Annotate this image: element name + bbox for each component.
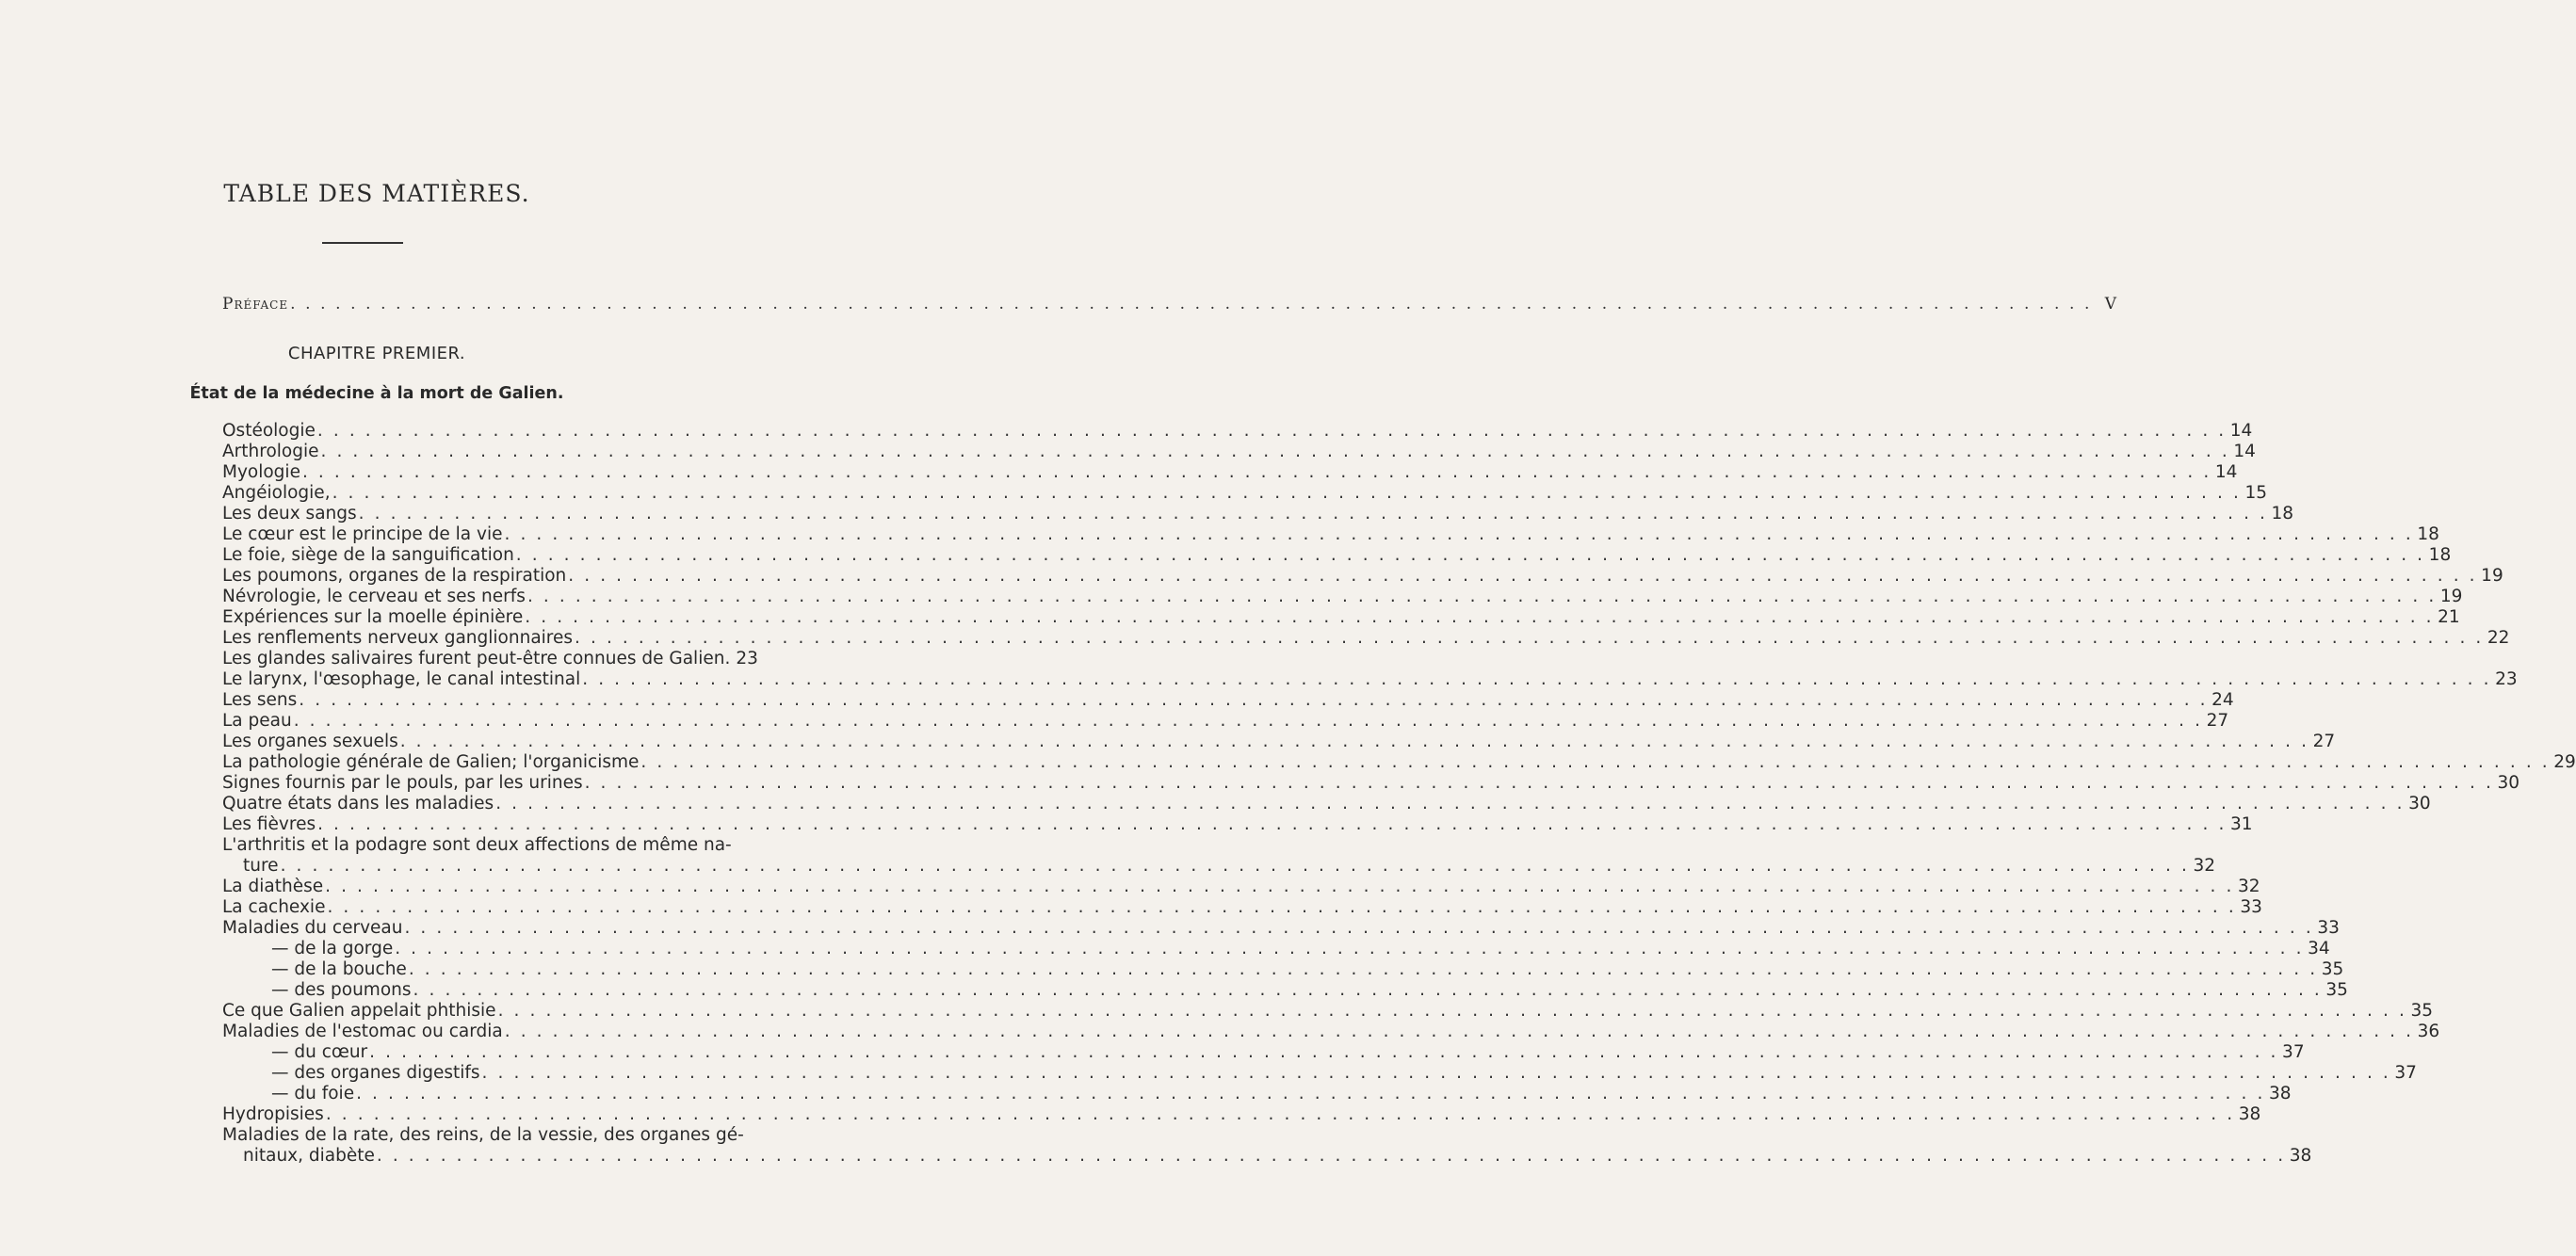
toc-entry-title: Le cœur est le principe de la vie (222, 524, 503, 544)
leader-dots: . . . . . . . . . . . . . . . . . . . . . . . . . . . . . . . . . . . . . . . . . . . . . . . . . . . . . . . . . . . . . . . . . . . . . . . . . . . . . . . . . . . . . . . . . . . . . . . . . . . . . . . . . . . . . . . . . . . . . . . . (527, 587, 2437, 606)
toc-entry (222, 587, 2463, 607)
toc-entry (222, 442, 2256, 462)
toc-entry-title: Les renflements nerveux ganglionnaires (222, 628, 574, 648)
toc-entry-title: — des poumons (271, 980, 412, 1000)
toc-entry (222, 483, 2267, 504)
toc-entry-title: Les fièvres (222, 814, 316, 834)
leader-dots: . . . . . . . . . . . . . . . . . . . . . . . . . . . . . . . . . . . . . . . . . . . . . . . . . . . . . . . . . . . . . . . . . . . . . . . . . . . . . . . . . . . . . . . . . . . . . . . . . . . . . . . . . . . . . . . . . . . . . . . . (495, 794, 2406, 813)
toc-entry (222, 897, 2262, 918)
preface-label: Préface (222, 295, 289, 314)
toc-entry (222, 669, 2518, 690)
toc-entry (222, 980, 2348, 1001)
leader-dots: . . . . . . . . . . . . . . . . . . . . . . . . . . . . . . . . . . . . . . . . . . . . . . . . . . . . . . . . . . . . . . . . . . . . . . . . . . . . . . . . . . . . . . . . . . . . . . . . . . . . . . . . . . . . . . . . . . . . . . . . (320, 442, 2230, 461)
toc-entry (222, 649, 758, 669)
toc-entry-page: 23 (2495, 669, 2518, 689)
leader-dots: . . . . . . . . . . . . . . . . . . . . . . . . . . . . . . . . . . . . . . . . . . . . . . . . . . . . . . . . . . . . . . . . . . . . . . . . . . . . . . . . . . . . . . . . . . . . . . . . . . . . . . . . . . . . . . . . . . . . . . . . (358, 504, 2268, 523)
toc-entry-page: 34 (2308, 939, 2330, 958)
toc-entry-title: Maladies du cerveau (222, 918, 403, 938)
toc-entry-page: 15 (2244, 483, 2267, 503)
toc-entry-page: 14 (2233, 442, 2256, 461)
leader-dots: . . . . . . . . . . . . . . . . . . . . . . . . . . . . . . . . . . . . . . . . . . . . . . . . . . . . . . . . . . . . . . . . . . . . . . . . . . . . . . . . . . . . . . . . . . . . . . . . . . . . . . . . . . . . . . . . . . . . . . . . (481, 1063, 2391, 1083)
leader-dots: . . . . . . . . . . . . . . . . . . . . . . . . . . . . . . . . . . . . . . . . . . . . . . . . . . . . . . . . . . . . . . . . . . . . . . . . . . . . . . . . . . . . . . . . . . . . . . . . . . . . . . . . . . . . . . . . . . . . . . . . (497, 1001, 2407, 1021)
toc-entry (222, 918, 2340, 939)
leader-dots: . . . . . . . . . . . . . . . . . . . . . . . . . . . . . . . . . . . . . . . . . . . . . . . . . . . . . . . . . . . . . . . . . . . . . . . . . . . . . . . . . . . . . . . . . . . . . . . . . . . . . . . . . . . . . . . . . . . . . . . . (504, 524, 2414, 544)
toc-entry (222, 421, 2253, 442)
toc-entry-page: 27 (2312, 732, 2336, 751)
leader-dots: . . . . . . . . . . . . . . . . . . . . . . . . . . . . . . . . . . . . . . . . . . . . . . . . . . . . . . . . . . . . . . . . . . . . . . . . . . . . . . . . . . . . . . . . . . . . . . . . . . . . . . . . . . . . . . . . . . . . . . . . (317, 814, 2227, 834)
toc-entry-page: 14 (2229, 421, 2253, 441)
chapter-heading: CHAPITRE PREMIER. (287, 344, 466, 363)
leader-dots: . . . . . . . . . . . . . . . . . . . . . . . . . . . . . . . . . . . . . . . . . . . . . . . . . . . . . . . . . . . . . . . . . . . . . . . . . . . . . . . . . . . . . . . . . . . . . . . . . . . . . . . . . . . . . . . . . . . . . . . . (640, 752, 2551, 772)
toc-entry-page: 32 (2193, 856, 2215, 876)
toc-entry (222, 628, 2510, 649)
toc-entry-page: 14 (2214, 462, 2238, 482)
leader-dots: . . . . . . . . . . . . . . . . . . . . . . . . . . . . . . . . . . . . . . . . . . . . . . . . . . . . . . . . . . . . . . . . . . . . . . . . . . . . . . . . . . . . . . . . . . . . . . . . . . . . . . . . . . . . . . . . . . . . . . . . (575, 628, 2484, 648)
toc-entry-title: — de la bouche (271, 959, 407, 979)
toc-entry-page: 30 (2408, 794, 2431, 813)
toc-entry (222, 1063, 2417, 1084)
leader-dots: . . . . . . . . . . . . . . . . . . . . . . . . . . . . . . . . . . . . . . . . . . . . . . . . . . . . . . . . . . . . . . . . . . . . . . . . . . . . . . . . . . . . . . . . . . . . . . . . . . . . . . . . . . . . . . . . . . . . . . . . (325, 1104, 2235, 1124)
toc-entry (222, 1001, 2433, 1022)
leader-dots: . . . . . . . . . . . . . . . . . . . . . . . . . . . . . . . . . . . . . . . . . . . . . . . . . . . . . . . . . . . . . . . . . . . . . . . . . . . . . . . . . . . . . . . . . . . . . . . . . . . . . . . . . . . . . . . . . . . . . . . . (568, 566, 2478, 586)
toc-entry-line (222, 835, 732, 856)
toc-entry (222, 794, 2431, 814)
toc-entry-title: Hydropisies (222, 1104, 324, 1124)
toc-entry (222, 462, 2238, 483)
leader-dots: . . . . . . . . . . . . . . . . . . . . . . . . . . . . . . . . . . . . . . . . . . . . . . . . . . . . . . . . . . . . . . . . . . . . . . . . . . . . . . . . . . . . . . . . . . . . . . . . . . . . . . . . . . . . . . . . . . . . . . . . (525, 607, 2435, 627)
preface-entry (222, 294, 2117, 314)
toc-entry-title: La diathèse (222, 877, 324, 896)
toc-entry (222, 711, 2229, 732)
leader-dots: . . . . . . . . . . . . . . . . . . . . . . . . . . . . . . . . . . . . . . . . . . . . . . . . . . . . . . . . . . . . . . . . . . . . . . . . . . . . . . . . . . . . . . . . . . . . . . . . . . . . . . . . . . . . . . . . . . . . . . . . (316, 421, 2227, 441)
leader-dots: . . . . . . . . . . . . . . . . . . . . . . . . . . . . . . . . . . . . . . . . . . . . . . . . . . . . . . . . . . . . . . . . . . . . . . . . . . . . . . . . . . . . . . . . . . . . . . . . . . . . . . . . . . . . . . . . . . . . . . . . (290, 295, 2093, 314)
toc-entry-page: 38 (2289, 1146, 2312, 1166)
toc-entry (222, 607, 2460, 628)
leader-dots: . . . . . . . . . . . . . . . . . . . . . . . . . . . . . . . . . . . . . . . . . . . . . . . . . . . . . . . . . . . . . . . . . . . . . . . . . . . . . . . . . . . . . . . . . . . . . . . . . . . . . . . . . . . . . . . . . . . . . . . . (369, 1042, 2279, 1062)
leader-dots: . . . . . . . . . . . . . . . . . . . . . . . . . . . . . . . . . . . . . . . . . . . . . . . . . . . . . . . . . . . . . . . . . . . . . . . . . . . . . . . . . . . . . . . . . . . . . . . . . . . . . . . . . . . . . . . . . . . . . . . . (325, 877, 2234, 896)
toc-entry-title: Les poumons, organes de la respiration (222, 566, 567, 586)
leader-dots: . . . . . . . . . . . . . . . . . . . . . . . . . . . . . . . . . . . . . . . . . . . . . . . . . . . . . . . . . . . . . . . . . . . . . . . . . . . . . . . . . . . . . . . . . . . . . . . . . . . . . . . . . . . . . . . . . . . . . . . . (299, 690, 2209, 710)
leader-dots: . . . . . . . . . . . . . . . . . . . . . . . . . . . . . . . . . . . . . . . . . . . . . . . . . . . . . . . . . . . . . . . . . . . . . . . . . . . . . . . . . . . . . . . . . . . . . . . . . . . . . . . . . . . . . . . . . . . . . . . . (408, 959, 2318, 979)
toc-entry-page: 24 (2211, 690, 2234, 710)
toc-entry (222, 1146, 2312, 1167)
toc-entry-line (222, 1125, 744, 1146)
toc-entry-page: 18 (2428, 545, 2452, 565)
page-title: TABLE DES MATIÈRES. (223, 180, 530, 207)
toc-entry-title: Les sens (222, 690, 298, 710)
leader-dots: . . . . . . . . . . . . . . . . . . . . . . . . . . . . . . . . . . . . . . . . . . . . . . . . . . . . . . . . . . . . . . . . . . . . . . . . . . . . . . . . . . . . . . . . . . . . . . . . . . . . . . . . . . . . . . . . . . . . . . . . (584, 773, 2494, 793)
toc-entry-page: 19 (2439, 587, 2463, 606)
toc-entry-title: — du cœur (271, 1042, 368, 1062)
leader-dots: . . . . . . . . . . . . . . . . . . . . . . . . . . . . . . . . . . . . . . . . . . . . . . . . . . . . . . . . . . . . . . . . . . . . . . . . . . . . . . . . . . . . . . . . . . . . . . . . . . . . . . . . . . . . . . . . . . . . . . . . (582, 669, 2492, 689)
toc-entry-title: — de la gorge (271, 939, 394, 958)
toc-entry-title: Les glandes salivaires furent peut-être connues de Galien. (222, 649, 731, 668)
toc-entry (222, 690, 2234, 711)
toc-entry-title: La pathologie générale de Galien; l'organicisme (222, 752, 640, 772)
toc-entry-title: Angéiologie, (222, 483, 331, 503)
toc-entry-title: Ce que Galien appelait phthisie (222, 1001, 496, 1021)
leader-dots: . . . . . . . . . . . . . . . . . . . . . . . . . . . . . . . . . . . . . . . . . . . . . . . . . . . . . . . . . . . . . . . . . . . . . . . . . . . . . . . . . . . . . . . . . . . . . . . . . . . . . . . . . . . . . . . . . . . . . . . . (332, 483, 2242, 503)
toc-entry-page: 18 (2417, 524, 2439, 544)
toc-entry (222, 1084, 2292, 1104)
toc-entry-page: 19 (2481, 566, 2503, 586)
toc-entry-page: 35 (2325, 980, 2348, 1000)
toc-entry (222, 877, 2260, 897)
toc-entry (222, 939, 2330, 959)
leader-dots: . . . . . . . . . . . . . . . . . . . . . . . . . . . . . . . . . . . . . . . . . . . . . . . . . . . . . . . . . . . . . . . . . . . . . . . . . . . . . . . . . . . . . . . . . . . . . . . . . . . . . . . . . . . . . . . . . . . . . . . . (515, 545, 2425, 565)
toc-entry (222, 545, 2452, 566)
toc-entry (222, 773, 2520, 794)
toc-entry-page: 38 (2268, 1084, 2292, 1103)
title-divider (322, 242, 403, 244)
toc-entry (222, 504, 2294, 524)
toc-entry-page: 32 (2238, 877, 2260, 896)
toc-entry-title: L'arthritis et la podagre sont deux affections de même na- (222, 835, 732, 855)
leader-dots: . . . . . . . . . . . . . . . . . . . . . . . . . . . . . . . . . . . . . . . . . . . . . . . . . . . . . . . . . . . . . . . . . . . . . . . . . . . . . . . . . . . . . . . . . . . . . . . . . . . . . . . . . . . . . . . . . . . . . . . . (395, 939, 2305, 958)
toc-entry-title: Quatre états dans les maladies (222, 794, 494, 813)
leader-dots: . . . . . . . . . . . . . . . . . . . . . . . . . . . . . . . . . . . . . . . . . . . . . . . . . . . . . . . . . . . . . . . . . . . . . . . . . . . . . . . . . . . . . . . . . . . . . . . . . . . . . . . . . . . . . . . . . . . . . . . . (504, 1022, 2414, 1041)
toc-entry-page: 21 (2438, 607, 2460, 627)
toc-entry-page: 37 (2394, 1063, 2417, 1083)
toc-entry-page: 31 (2229, 814, 2253, 834)
leader-dots: . . . . . . . . . . . . . . . . . . . . . . . . . . . . . . . . . . . . . . . . . . . . . . . . . . . . . . . . . . . . . . . . . . . . . . . . . . . . . . . . . . . . . . . . . . . . . . . . . . . . . . . . . . . . . . . . . . . . . . . . (293, 711, 2203, 731)
toc-entry (222, 1104, 2261, 1125)
toc-entry-page: 22 (2487, 628, 2510, 648)
toc-entry-title: La cachexie (222, 897, 326, 917)
toc-entry-page: 33 (2317, 918, 2340, 938)
toc-entry-title: Névrologie, le cerveau et ses nerfs (222, 587, 526, 606)
toc-entry-page: 37 (2282, 1042, 2305, 1062)
toc-entry-page: 30 (2497, 773, 2520, 793)
toc-entry-title: Maladies de la rate, des reins, de la vessie, des organes gé- (222, 1125, 744, 1145)
leader-dots: . . . . . . . . . . . . . . . . . . . . . . . . . . . . . . . . . . . . . . . . . . . . . . . . . . . . . . . . . . . . . . . . . . . . . . . . . . . . . . . . . . . . . . . . . . . . . . . . . . . . . . . . . . . . . . . . . . . . . . . . (376, 1146, 2286, 1166)
chapter-subtitle: État de la médecine à la mort de Galien. (189, 384, 564, 403)
toc-entry-title: Arthrologie (222, 442, 319, 461)
toc-entry-page: 23 (736, 649, 758, 668)
leader-dots: . . . . . . . . . . . . . . . . . . . . . . . . . . . . . . . . . . . . . . . . . . . . . . . . . . . . . . . . . . . . . . . . . . . . . . . . . . . . . . . . . . . . . . . . . . . . . . . . . . . . . . . . . . . . . . . . . . . . . . . . (280, 856, 2190, 876)
toc-entry-title: Maladies de l'estomac ou cardia (222, 1022, 503, 1041)
toc-entry (222, 566, 2503, 587)
toc-entry-title: ture (243, 856, 279, 876)
toc-entry-title: Les deux sangs (222, 504, 357, 523)
toc-entry-title: Le larynx, l'œsophage, le canal intestinal (222, 669, 581, 689)
toc-entry (222, 1042, 2305, 1063)
leader-dots: . . . . . . . . . . . . . . . . . . . . . . . . . . . . . . . . . . . . . . . . . . . . . . . . . . . . . . . . . . . . . . . . . . . . . . . . . . . . . . . . . . . . . . . . . . . . . . . . . . . . . . . . . . . . . . . . . . . . . . . . (413, 980, 2323, 1000)
toc-entry-page: 38 (2238, 1104, 2261, 1124)
toc-entry-page: 36 (2417, 1022, 2440, 1041)
toc-entry (222, 814, 2253, 835)
toc-entry-page: 35 (2321, 959, 2344, 979)
toc-entry-title: — des organes digestifs (271, 1063, 480, 1083)
leader-dots: . . . . . . . . . . . . . . . . . . . . . . . . . . . . . . . . . . . . . . . . . . . . . . . . . . . . . . . . . . . . . . . . . . . . . . . . . . . . . . . . . . . . . . . . . . . . . . . . . . . . . . . . . . . . . . . . . . . . . . . . (399, 732, 2309, 751)
toc-entry-page: 35 (2410, 1001, 2433, 1021)
toc-entry-title: nitaux, diabète (243, 1146, 375, 1166)
toc-entry-title: Myologie (222, 462, 300, 482)
toc-entry-page: 29 (2553, 752, 2576, 772)
toc-entry-title: Ostéologie (222, 421, 316, 441)
leader-dots: . . . . . . . . . . . . . . . . . . . . . . . . . . . . . . . . . . . . . . . . . . . . . . . . . . . . . . . . . . . . . . . . . . . . . . . . . . . . . . . . . . . . . . . . . . . . . . . . . . . . . . . . . . . . . . . . . . . . . . . . (327, 897, 2237, 917)
toc-entries (222, 421, 2576, 1167)
toc-entry (222, 752, 2576, 773)
toc-entry-page: 27 (2206, 711, 2229, 731)
toc-entry (222, 856, 2215, 877)
toc-entry-title: Le foie, siège de la sanguification (222, 545, 514, 565)
toc-entry-title: Expériences sur la moelle épinière (222, 607, 524, 627)
toc-entry-page: 33 (2240, 897, 2262, 917)
toc-entry-page: 18 (2271, 504, 2294, 523)
toc-entry (222, 524, 2439, 545)
preface-page: V (2104, 295, 2117, 314)
toc-entry-title: — du foie (271, 1084, 355, 1103)
toc-entry-title: Les organes sexuels (222, 732, 398, 751)
toc-entry-title: La peau (222, 711, 292, 731)
leader-dots: . . . . . . . . . . . . . . . . . . . . . . . . . . . . . . . . . . . . . . . . . . . . . . . . . . . . . . . . . . . . . . . . . . . . . . . . . . . . . . . . . . . . . . . . . . . . . . . . . . . . . . . . . . . . . . . . . . . . . . . . (356, 1084, 2265, 1103)
toc-entry (222, 732, 2336, 752)
leader-dots: . . . . . . . . . . . . . . . . . . . . . . . . . . . . . . . . . . . . . . . . . . . . . . . . . . . . . . . . . . . . . . . . . . . . . . . . . . . . . . . . . . . . . . . . . . . . . . . . . . . . . . . . . . . . . . . . . . . . . . . . (301, 462, 2211, 482)
toc-entry-title: Signes fournis par le pouls, par les urines (222, 773, 583, 793)
toc-entry (222, 1022, 2440, 1042)
leader-dots: . . . . . . . . . . . . . . . . . . . . . . . . . . . . . . . . . . . . . . . . . . . . . . . . . . . . . . . . . . . . . . . . . . . . . . . . . . . . . . . . . . . . . . . . . . . . . . . . . . . . . . . . . . . . . . . . . . . . . . . . (404, 918, 2314, 938)
toc-entry (222, 959, 2344, 980)
